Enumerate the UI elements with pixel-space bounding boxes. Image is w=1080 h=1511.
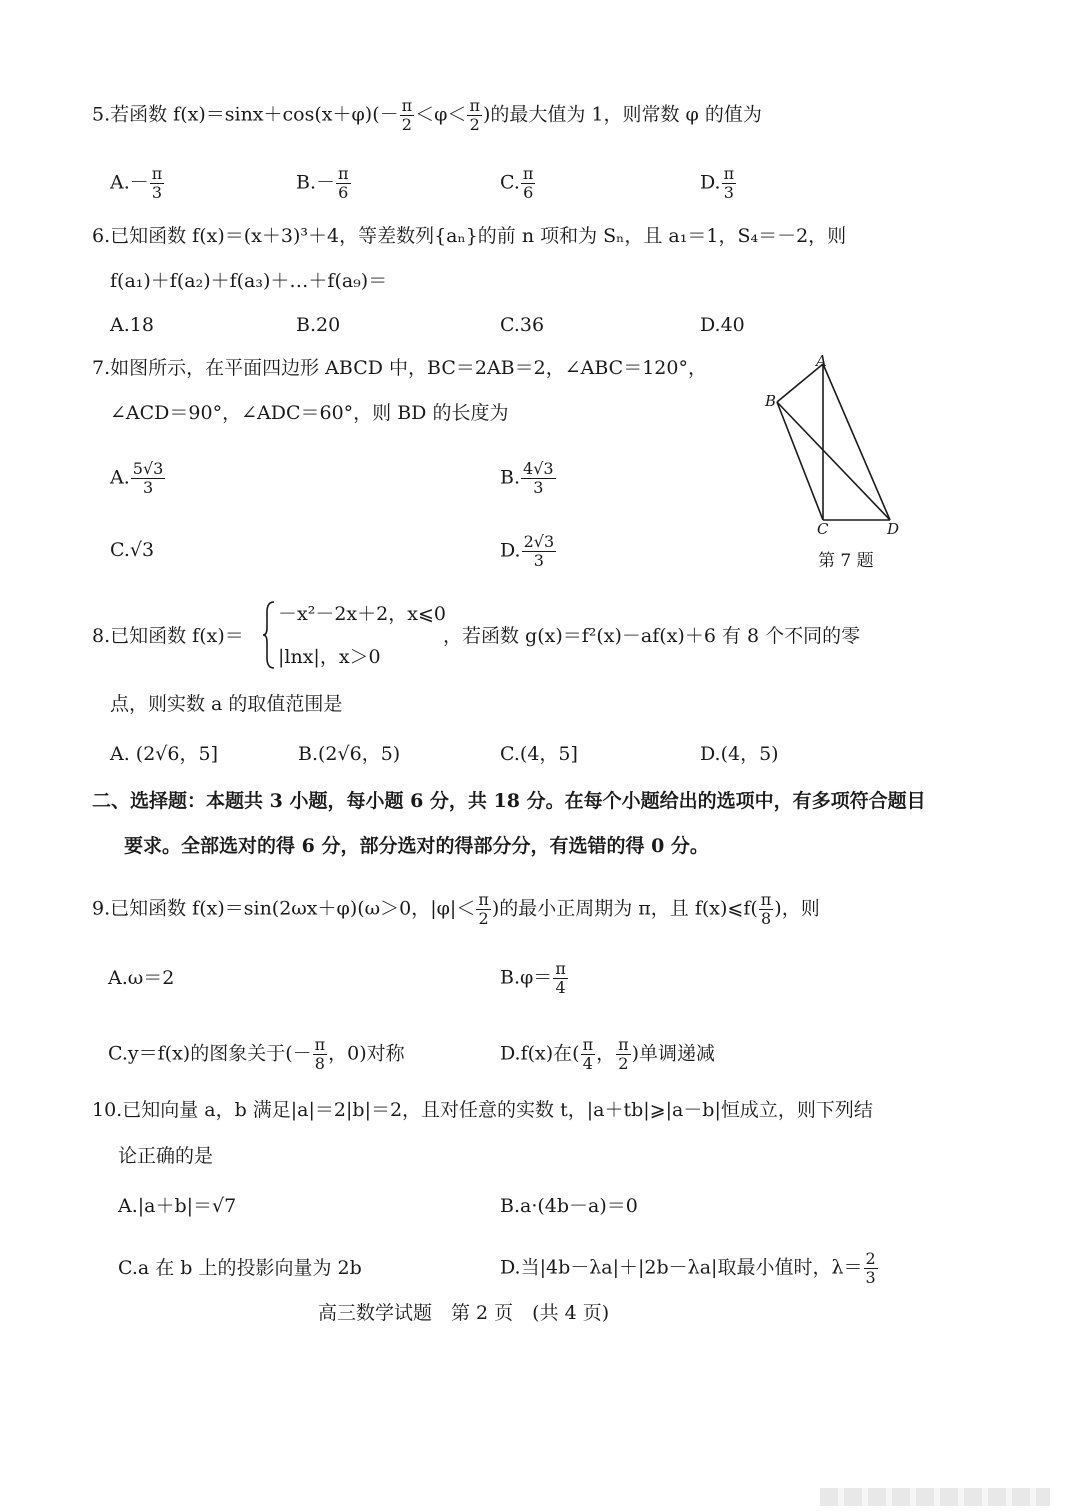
q5-stem: 5.若函数 f(x)＝sinx＋cos(x＋φ)(－ $\frac{\pi}{2}$ ＜φ＜ $\frac{\pi}{2}$ )的最大值为 1，则常数 φ 的值为	[92, 96, 762, 134]
q8-case-2: |lnx|，x＞0	[278, 646, 381, 668]
vertex-label-c: C	[817, 520, 829, 538]
q5-option-c: C. $\frac{\pi}{6}$	[500, 164, 534, 202]
q6-line-1: 6.已知函数 f(x)＝(x＋3)³＋4，等差数列{aₙ}的前 n 项和为 Sₙ，且 a₁＝1，S₄＝－2，则	[92, 225, 847, 247]
q7-line-1: 7.如图所示，在平面四边形 ABCD 中，BC＝2AB＝2，∠ABC＝120°，	[92, 357, 707, 379]
q8-case-1: －x²－2x＋2，x⩽0	[278, 603, 446, 625]
q7-figure-caption: 第 7 题	[818, 551, 874, 571]
q7-line-2: ∠ACD＝90°，∠ADC＝60°，则 BD 的长度为	[110, 402, 509, 424]
q9-stem: 9.已知函数 f(x)＝sin(2ωx＋φ)(ω＞0，|φ|＜ $\frac{\pi}{2}$ )的最小正周期为 π，且 f(x)⩽f( $\frac{\pi}{8}$ )，则	[92, 890, 820, 928]
q8-option-a: A. (2√6，5]	[110, 743, 218, 765]
q9-option-b: B.φ＝ $\frac{\pi}{4}$	[500, 959, 566, 997]
q7-option-c: C.√3	[110, 539, 155, 561]
segment-bc	[777, 402, 823, 520]
q10-line-2: 论正确的是	[118, 1145, 214, 1167]
segment-bd	[777, 402, 890, 520]
q6-option-a: A.18	[110, 314, 154, 336]
q9-option-c: C.y＝f(x)的图象关于(－ $\frac{\pi}{8}$ ，0)对称	[108, 1035, 405, 1073]
q6-line-2: f(a₁)＋f(a₂)＋f(a₃)＋…＋f(a₉)＝	[110, 270, 388, 292]
q5-frac-2: $\frac{\pi}{2}$	[469, 96, 480, 134]
vertex-label-b: B	[765, 392, 777, 410]
q10-option-d: D.当|4b－λa|＋|2b－λa|取最小值时，λ＝ $\frac{2}{3}$	[500, 1249, 876, 1287]
section-2-heading-line-2: 要求。全部选对的得 6 分，部分选对的得部分分，有选错的得 0 分。	[124, 835, 709, 857]
section-2-heading-line-1: 二、选择题：本题共 3 小题，每小题 6 分，共 18 分。在每个小题给出的选项中，有多项符合题目	[92, 790, 926, 812]
q10-option-b: B.a·(4b－a)＝0	[500, 1195, 638, 1217]
q8-option-d: D.(4，5)	[700, 743, 779, 765]
q9-option-d: D.f(x)在( $\frac{\pi}{4}$ ， $\frac{\pi}{2}$ )单调递减	[500, 1035, 716, 1073]
q8-option-b: B.(2√6，5)	[298, 743, 401, 765]
q7-figure	[760, 352, 920, 542]
q7-option-a: A. $\frac{5√3}{3}$	[110, 459, 164, 497]
q6-option-b: B.20	[296, 314, 341, 336]
q5-frac-1: $\frac{\pi}{2}$	[401, 96, 413, 134]
q10-line-1: 10.已知向量 a，b 满足|a|＝2|b|＝2，且对任意的实数 t，|a＋tb|⩾|a－b|恒成立，则下列结	[92, 1099, 873, 1121]
q9-option-a: A.ω＝2	[108, 967, 175, 989]
taskbar-strip	[820, 1488, 1050, 1506]
page-footer: 高三数学试题 第 2 页 (共 4 页)	[318, 1302, 610, 1324]
q8-lead: 8.已知函数 f(x)＝	[92, 625, 244, 647]
q8-stem-rest: ，若函数 g(x)＝f²(x)－af(x)＋6 有 8 个不同的零	[443, 625, 861, 647]
q5-option-a: A.－ $\frac{\pi}{3}$	[110, 164, 163, 202]
q8-option-c: C.(4，5]	[500, 743, 578, 765]
q7-option-d: D. $\frac{2√3}{3}$	[500, 532, 555, 570]
q7-option-b: B. $\frac{4√3}{3}$	[500, 459, 554, 497]
q8-line-2: 点，则实数 a 的取值范围是	[110, 693, 343, 715]
q10-option-a: A.|a＋b|＝√7	[118, 1195, 237, 1217]
q5-option-b: B.－ $\frac{\pi}{6}$	[296, 164, 349, 202]
q6-option-c: C.36	[500, 314, 545, 336]
q10-option-c: C.a 在 b 上的投影向量为 2b	[118, 1257, 362, 1279]
q5-option-d: D. $\frac{\pi}{3}$	[700, 164, 735, 202]
segment-ad	[823, 364, 890, 520]
vertex-label-d: D	[887, 520, 900, 538]
q6-option-d: D.40	[700, 314, 745, 336]
q8-brace	[262, 600, 276, 670]
vertex-label-a: A	[816, 352, 827, 370]
